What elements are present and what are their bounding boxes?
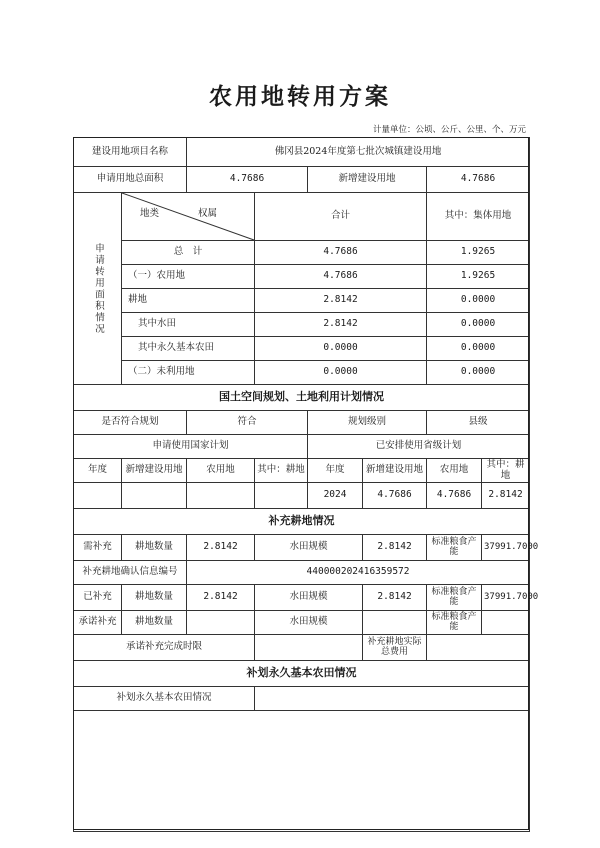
col-year: 年度 <box>74 459 122 483</box>
header-total: 合计 <box>255 193 427 241</box>
deadline-label: 承诺补充完成时限 <box>74 635 255 661</box>
national-plan-label: 申请使用国家计划 <box>74 435 308 459</box>
apply-row-label: 其中永久基本农田 <box>122 337 255 361</box>
provincial-new: 4.7686 <box>363 483 427 509</box>
apply-row-total: 2.8142 <box>255 289 427 313</box>
apply-row-collective: 0.0000 <box>427 289 530 313</box>
need-paddy: 2.8142 <box>363 535 427 561</box>
done-qty: 2.8142 <box>187 585 255 611</box>
apply-row-label: 耕地 <box>122 289 255 313</box>
apply-row-collective: 1.9265 <box>427 265 530 289</box>
paddy-label: 水田规模 <box>255 585 363 611</box>
done-grain: 37991.7000 <box>482 585 530 611</box>
new-construction-label: 新增建设用地 <box>308 167 427 193</box>
done-label: 已补充 <box>74 585 122 611</box>
apply-area-side-text: 申请转用面积情况 <box>92 242 104 335</box>
header-collective: 其中：集体用地 <box>427 193 530 241</box>
provincial-cultivated: 2.8142 <box>482 483 530 509</box>
paddy-label: 水田规模 <box>255 535 363 561</box>
provincial-farm: 4.7686 <box>427 483 482 509</box>
apply-row-total: 4.7686 <box>255 241 427 265</box>
table-outer-frame <box>73 137 529 830</box>
total-area-value: 4.7686 <box>187 167 308 193</box>
apply-row-collective: 0.0000 <box>427 313 530 337</box>
need-grain: 37991.7000 <box>482 535 530 561</box>
promise-label: 承诺补充 <box>74 611 122 635</box>
total-area-label: 申请用地总面积 <box>74 167 187 193</box>
project-name-label: 建设用地项目名称 <box>74 138 187 167</box>
qty-label: 耕地数量 <box>122 611 187 635</box>
col-new: 新增建设用地 <box>363 459 427 483</box>
apply-row-total: 0.0000 <box>255 337 427 361</box>
new-construction-value: 4.7686 <box>427 167 530 193</box>
header-ownership: 权属 <box>198 208 218 219</box>
need-qty: 2.8142 <box>187 535 255 561</box>
col-cultivated: 其中：耕地 <box>482 459 530 483</box>
grain-label: 标准粮食产能 <box>427 585 482 611</box>
grain-label: 标准粮食产能 <box>427 611 482 635</box>
supplement-section-title: 补充耕地情况 <box>74 509 530 535</box>
page-title: 农用地转用方案 <box>209 83 391 110</box>
apply-row-collective: 0.0000 <box>427 337 530 361</box>
confirm-no-value: 440000202416359572 <box>187 561 530 585</box>
project-name-value: 佛冈县2024年度第七批次城镇建设用地 <box>187 138 530 167</box>
paddy-label: 水田规模 <box>255 611 363 635</box>
conform-value: 符合 <box>187 411 308 435</box>
qty-label: 耕地数量 <box>122 585 187 611</box>
done-paddy: 2.8142 <box>363 585 427 611</box>
qty-label: 耕地数量 <box>122 535 187 561</box>
apply-row-total: 2.8142 <box>255 313 427 337</box>
need-label: 需补充 <box>74 535 122 561</box>
permanent-situation-label: 补划永久基本农田情况 <box>74 687 255 711</box>
apply-row-label: 总 计 <box>122 241 255 265</box>
apply-row-total: 4.7686 <box>255 265 427 289</box>
provincial-year: 2024 <box>308 483 363 509</box>
apply-row-collective: 0.0000 <box>427 361 530 385</box>
grain-label: 标准粮食产能 <box>427 535 482 561</box>
unit-label: 计量单位：公顷、公斤、公里、个、万元 <box>372 125 526 135</box>
confirm-no-label: 补充耕地确认信息编号 <box>74 561 187 585</box>
permanent-section-title: 补划永久基本农田情况 <box>74 661 530 687</box>
planning-section-title: 国土空间规划、土地利用计划情况 <box>74 385 530 411</box>
provincial-plan-label: 已安排使用省级计划 <box>308 435 530 459</box>
apply-row-collective: 1.9265 <box>427 241 530 265</box>
level-value: 县级 <box>427 411 530 435</box>
col-year: 年度 <box>308 459 363 483</box>
apply-row-label: （二）未利用地 <box>122 361 255 385</box>
col-new: 新增建设用地 <box>122 459 187 483</box>
apply-row-label: 其中水田 <box>122 313 255 337</box>
col-cultivated: 其中：耕地 <box>255 459 308 483</box>
col-farm: 农用地 <box>187 459 255 483</box>
apply-row-label: （一）农用地 <box>122 265 255 289</box>
actual-cost-label: 补充耕地实际总费用 <box>363 635 427 661</box>
header-category: 地类 <box>140 208 160 219</box>
apply-row-total: 0.0000 <box>255 361 427 385</box>
level-label: 规划级别 <box>308 411 427 435</box>
col-farm: 农用地 <box>427 459 482 483</box>
conform-label: 是否符合规划 <box>74 411 187 435</box>
